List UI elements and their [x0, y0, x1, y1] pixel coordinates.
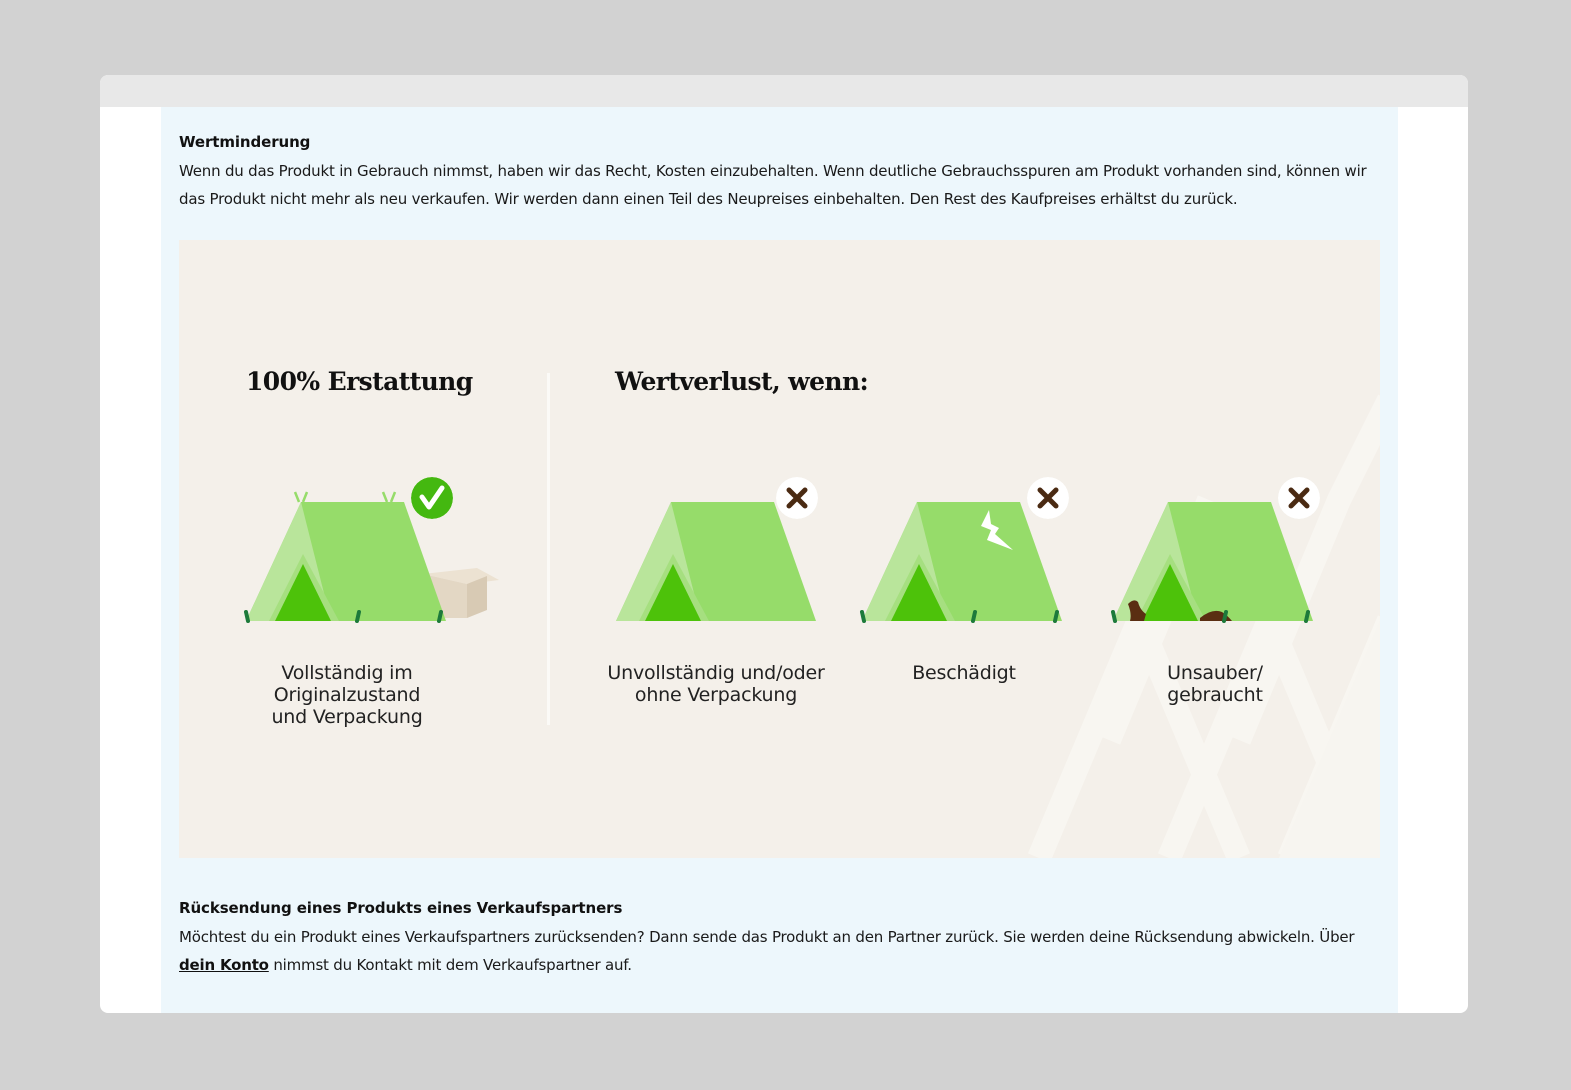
browser-window [100, 75, 1468, 1013]
window-titlebar [100, 75, 1468, 107]
caption-damaged: Beschädigt [912, 662, 1016, 684]
caption-incomplete: Unvollständig und/oder ohne Verpackung [607, 662, 825, 706]
content-area [161, 107, 1398, 1013]
x-badge-icon [776, 477, 818, 519]
wertminderung-title: Wertminderung [179, 133, 311, 151]
partner-return-title: Rücksendung eines Produkts eines Verkaufspartners [179, 899, 623, 917]
partner-return-text: Möchtest du ein Produkt eines Verkaufspartners zurücksenden? Dann sende das Produkt an den Partner zurück. Sie werden deine Rücksendung abwickeln. Über dein Konto nimmst du Kontakt mit dem Verkaufspartner auf. [179, 928, 1355, 974]
caption-dirty-used: Unsauber/ gebraucht [1167, 662, 1263, 706]
x-badge-icon [1027, 477, 1069, 519]
value-loss-heading: Wertverlust, wenn: [615, 367, 869, 396]
full-refund-heading: 100% Erstattung [246, 367, 473, 396]
wertminderung-text: Wenn du das Produkt in Gebrauch nimmst, haben wir das Recht, Kosten einzubehalten. Wenn deutliche Gebrauchsspuren am Produkt vorhanden sind, können wir das Produkt nicht mehr als neu verkaufen. Wir werden dann einen Teil des Neupreises einbehalten. Den Rest des Kaufpreises erhältst du zurück. [179, 162, 1367, 208]
return-condition-infographic [179, 240, 1380, 858]
tent-with-box-icon [241, 476, 501, 626]
caption-original-condition: Vollständig im Originalzustand und Verpackung [271, 662, 423, 728]
x-badge-icon [1278, 477, 1320, 519]
check-badge-icon [411, 477, 453, 519]
column-divider [547, 373, 550, 725]
account-link[interactable]: dein Konto [179, 956, 269, 974]
